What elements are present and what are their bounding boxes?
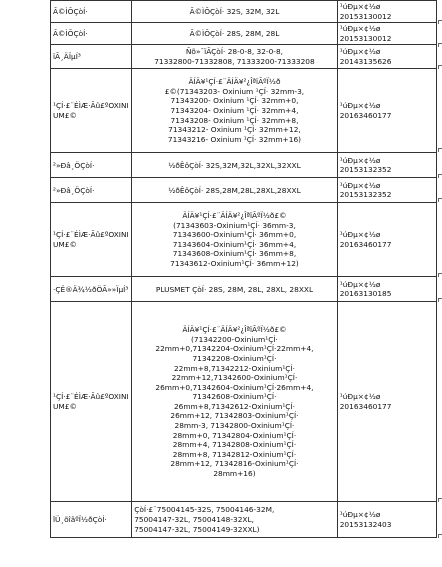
- table-row: [51, 277, 437, 302]
- reg-authority: ¹úÐµ×¢½ø: [339, 2, 381, 11]
- product-name-cell: îÜ¸õîâºÏ½ðÇòÍ·: [51, 502, 132, 538]
- layout-corner-mark: [438, 148, 442, 152]
- spec-line: 22mm+12,71342600-Oxinium¹ÇÍ·: [171, 373, 298, 383]
- spec-line: 28mm+4, 71342808-Oxinium¹ÇÍ·: [172, 440, 297, 450]
- spec-line: 28mm+0, 71342804-Oxinium¹ÇÍ·: [172, 430, 297, 440]
- product-name-cell: ²»Ðâ¸ÖÇòÍ·: [51, 178, 132, 203]
- specification-cell: [132, 302, 338, 502]
- reg-number: 20153132352: [339, 165, 392, 175]
- spec-line: 71343612-Oxinium¹ÇÍ· 36mm+12): [170, 259, 299, 269]
- spec-line: 26mm+0,71342604-Oxinium¹ÇÍ·26mm+4,: [155, 382, 314, 392]
- reg-number: 20153132352: [339, 190, 392, 200]
- reg-authority: ¹úÐµ×¢½ø: [339, 180, 381, 190]
- product-name-cell: ¹ÇÍ·£¨ÉÌÆ·Ãû£ºOXINIUM£©: [51, 302, 132, 502]
- reg-number: 20153130012: [339, 11, 392, 21]
- specification-cell: [132, 69, 338, 153]
- reg-authority: ¹úÐµ×¢½ø: [339, 155, 381, 165]
- layout-corner-mark: [438, 174, 442, 178]
- registration-cell: [337, 1, 436, 23]
- spec-line: ÄÍÄ¥¹ÇÍ·£¨ÄÍÄ¥²¿ÎªïÃºÏ½ð£©: [182, 211, 287, 221]
- reg-number: 20153132403: [339, 519, 392, 529]
- registration-cell: [337, 203, 436, 277]
- layout-corner-mark: [438, 198, 442, 202]
- specification-cell: [132, 153, 338, 178]
- spec-line: 71342608-Oxinium¹ÇÍ·: [192, 392, 277, 402]
- reg-authority: ¹úÐµ×¢½ø: [339, 392, 381, 402]
- layout-corner-mark: [438, 273, 442, 277]
- layout-corner-mark: [438, 65, 442, 69]
- layout-corner-mark: [438, 298, 442, 302]
- table-body: [51, 1, 437, 538]
- product-name-cell: ¹ÇÍ·£¨ÉÌÆ·Ãû£ºOXINIUM£©: [51, 203, 132, 277]
- spec-line: ½ðÊôÇòÍ· 32S,32M,32L,32XL,32XXL: [168, 160, 301, 170]
- reg-authority: ¹úÐµ×¢½ø: [339, 24, 381, 34]
- reg-number: 20163460177: [339, 401, 392, 411]
- spec-line: 26mm+12, 71342803-Oxinium¹ÇÍ·: [170, 411, 299, 421]
- registration-cell: [337, 23, 436, 45]
- spec-line: 71342208-Oxinium¹ÇÍ·: [192, 353, 277, 363]
- product-name-cell: ¹ÇÍ·£¨ÉÌÆ·Ãû£ºOXINIUM£©: [51, 69, 132, 153]
- layout-corner-mark: [438, 534, 442, 538]
- product-name-cell: ·ÇË®Ä¾½ðÖÃ»»ÏµÍ³: [51, 277, 132, 302]
- registration-cell: [337, 178, 436, 203]
- spec-line: 28mm+12, 71342816-Oxinium¹ÇÍ·: [170, 459, 299, 469]
- table-row: [51, 302, 437, 502]
- layout-corner-mark: [438, 43, 442, 47]
- layout-corner-mark: [438, 20, 442, 24]
- table-row: [51, 45, 437, 69]
- specification-cell: [132, 1, 338, 23]
- registration-cell: [337, 302, 436, 502]
- spec-line: 71343208- Oxinium ¹ÇÍ· 32mm+8,: [170, 115, 299, 125]
- spec-line: 71332800-71332808, 71333200-71333208: [154, 56, 315, 66]
- specification-cell: [132, 277, 338, 302]
- specification-cell: [132, 502, 338, 538]
- spec-line: ÇòÍ·£¨75004145-32S, 75004146-32M,: [134, 505, 275, 515]
- spec-line: £©(71343203- Oxinium ¹ÇÍ· 32mm-3,: [164, 86, 305, 96]
- spec-line: 26mm+8,71342612-Oxinium¹ÇÍ·: [173, 401, 295, 411]
- spec-line: 71343216- Oxinium ¹ÇÍ· 32mm+16): [167, 134, 302, 144]
- product-name-cell: ²»Ðâ¸ÖÇòÍ·: [51, 153, 132, 178]
- spec-line: 28mm+8, 71342812-Oxinium¹ÇÍ·: [172, 449, 297, 459]
- reg-number: 20163460177: [339, 110, 392, 120]
- reg-authority: ¹úÐµ×¢½ø: [339, 279, 381, 289]
- reg-number: 20153130012: [339, 33, 392, 43]
- spec-line: 71343200- Oxinium ¹ÇÍ· 32mm+0,: [170, 96, 299, 106]
- table-row: [51, 23, 437, 45]
- table-row: [51, 1, 437, 23]
- table-row: [51, 69, 437, 153]
- reg-authority: ¹úÐµ×¢½ø: [339, 101, 381, 111]
- spec-line: Ñõ»¯ïÃÇòÍ· 28-0-8, 32-0-8,: [185, 47, 284, 57]
- registration-cell: [337, 153, 436, 178]
- spec-line: (71343603-Oxinium¹ÇÍ· 36mm-3,: [173, 220, 296, 230]
- specification-cell: [132, 45, 338, 69]
- reg-authority: ¹úÐµ×¢½ø: [339, 47, 381, 57]
- spec-line: ½ðÊôÇòÍ· 28S,28M,28L,28XL,28XXL: [168, 185, 301, 195]
- reg-number: 20143135626: [339, 56, 392, 66]
- table-row: [51, 153, 437, 178]
- spec-line: 71343204- Oxinium ¹ÇÍ· 32mm+4,: [170, 106, 299, 116]
- spec-line: 28mm-3, 71342800-Oxinium¹ÇÍ·: [174, 421, 295, 431]
- spec-line: Ã©ÌÕÇòÍ· 32S, 32M, 32L: [189, 6, 280, 16]
- registration-cell: [337, 502, 436, 538]
- table-row: [51, 502, 437, 538]
- spec-line: 75004147-32L, 75004148-32XL,: [134, 515, 254, 525]
- spec-line: 22mm+0,71342204-Oxinium¹ÇÍ·22mm+4,: [155, 344, 314, 354]
- spec-line: 71343212- Oxinium ¹ÇÍ· 32mm+12,: [168, 125, 301, 135]
- spec-line: 75004147-32L, 75004149-32XXL): [134, 524, 260, 534]
- spec-line: ÄÍÄ¥¹ÇÍ·£¨ÄÍÄ¥²¿ÎªïÃºÏ½ð£©: [182, 325, 287, 335]
- spec-line: 28mm+16): [213, 469, 256, 479]
- reg-authority: ¹úÐµ×¢½ø: [339, 510, 381, 520]
- registration-table: [50, 0, 437, 538]
- table-row: [51, 178, 437, 203]
- spec-line: 71343600-Oxinium¹ÇÍ· 36mm+0,: [172, 230, 297, 240]
- specification-cell: [132, 178, 338, 203]
- registration-cell: [337, 69, 436, 153]
- table-row: [51, 203, 437, 277]
- reg-authority: ¹úÐµ×¢½ø: [339, 230, 381, 240]
- spec-line: 71343608-Oxinium¹ÇÍ· 36mm+8,: [172, 249, 297, 259]
- specification-cell: [132, 203, 338, 277]
- registration-cell: [337, 277, 436, 302]
- reg-number: 20163130185: [339, 289, 392, 299]
- registration-cell: [337, 45, 436, 69]
- specification-cell: [132, 23, 338, 45]
- product-name-cell: Ã©ÌÕÇòÍ·: [51, 1, 132, 23]
- spec-line: 71343604-Oxinium¹ÇÍ· 36mm+4,: [172, 239, 297, 249]
- reg-number: 20163460177: [339, 239, 392, 249]
- spec-line: 22mm+8,71342212-Oxinium¹ÇÍ·: [173, 363, 295, 373]
- spec-line: PLUSMET ÇòÍ· 28S, 28M, 28L, 28XL, 28XXL: [155, 284, 314, 294]
- spec-line: (71342200-Oxinium¹ÇÍ·: [191, 334, 278, 344]
- layout-corner-mark: [438, 498, 442, 502]
- spec-line: ÄÍÄ¥¹ÇÍ·£¨ÄÍÄ¥²¿ÎªïÃºÏ½ð: [188, 77, 281, 87]
- spec-line: Ã©ÌÕÇòÍ· 28S, 28M, 28L: [189, 28, 280, 38]
- product-name-cell: ïÃ¸ÄÏµÍ³: [51, 45, 132, 69]
- product-name-cell: Ã©ÌÕÇòÍ·: [51, 23, 132, 45]
